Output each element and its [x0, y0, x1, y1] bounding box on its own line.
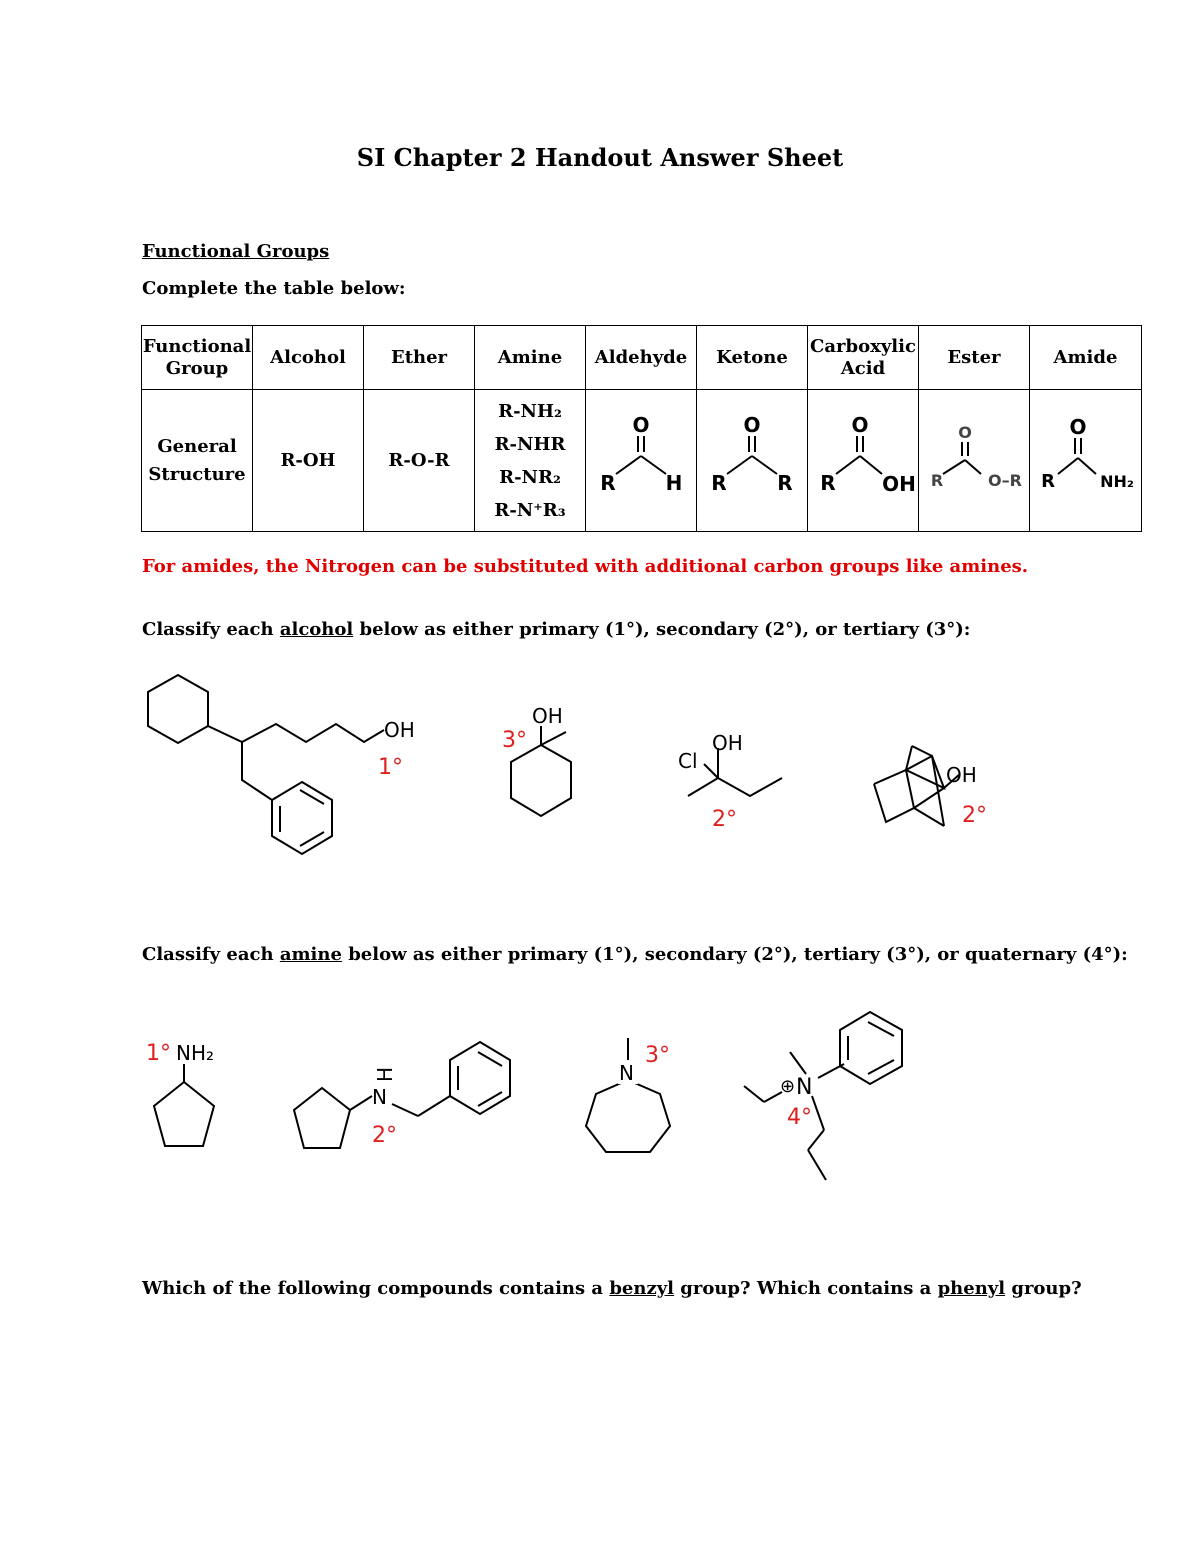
- amide-structure: [1030, 390, 1142, 532]
- header-ester: Ester: [919, 326, 1030, 390]
- page-title: SI Chapter 2 Handout Answer Sheet: [356, 143, 844, 172]
- amine-question: [142, 944, 1128, 965]
- benzyl-question: [142, 1278, 1082, 1299]
- amine-molecule-4: [744, 1012, 902, 1180]
- amine-2-answer: 2°: [372, 1123, 397, 1148]
- table-instruction: Complete the table below:: [142, 278, 406, 299]
- carboxylic-acid-structure: [808, 390, 919, 532]
- benzyl-question-mid: group? Which contains a: [674, 1278, 938, 1299]
- carboxylic-acid-diagram: [808, 390, 918, 526]
- header-functional-group: Functional Group: [142, 326, 253, 390]
- amine-1-nh2: NH₂: [176, 1041, 215, 1065]
- alcohol-1-oh: OH: [384, 718, 415, 742]
- amine-primary: R-NH₂: [498, 400, 562, 422]
- amine-3-n: N: [619, 1061, 634, 1085]
- functional-groups-table: [141, 325, 1142, 532]
- ketone-o: O: [743, 413, 761, 437]
- amine-quaternary: R-N⁺R₃: [494, 499, 566, 521]
- amine-2-h: H: [373, 1066, 397, 1082]
- alcohol-molecule-1: [148, 675, 415, 854]
- alcohol-4-answer: 2°: [962, 803, 987, 828]
- header-amine: Amine: [475, 326, 586, 390]
- amine-question-pre: Classify each: [142, 944, 280, 965]
- amine-3-answer: 3°: [645, 1043, 670, 1068]
- amide-note: For amides, the Nitrogen can be substituted with additional carbon groups like amines.: [142, 556, 1029, 577]
- header-carboxylic-acid: Carboxylic Acid: [808, 326, 919, 390]
- amine-structures: [475, 390, 586, 532]
- ester-diagram: [919, 390, 1029, 526]
- amide-diagram: [1030, 390, 1141, 526]
- amine-molecule-3: [586, 1038, 670, 1152]
- ester-structure: [919, 390, 1030, 532]
- aldehyde-structure: [586, 390, 697, 532]
- ester-r: R: [930, 471, 944, 490]
- amine-question-post: below as either primary (1°), secondary (2°), tertiary (3°), or quaternary (4°):: [341, 944, 1128, 965]
- aldehyde-r: R: [600, 471, 616, 495]
- amine-4-n: N: [796, 1075, 813, 1100]
- benzyl-question-post: group?: [1005, 1278, 1082, 1299]
- amine-question-keyword: amine: [279, 944, 342, 965]
- amine-structures: [0, 1000, 1200, 1200]
- alcohol-2-oh: OH: [532, 704, 563, 728]
- aldehyde-o: O: [632, 413, 650, 437]
- alcohol-4-oh: OH: [946, 763, 977, 787]
- aldehyde-h: H: [665, 471, 683, 495]
- alcohol-question-pre: Classify each: [142, 619, 280, 640]
- alcohol-3-answer: 2°: [712, 807, 737, 832]
- alcohol-structures: [0, 660, 1200, 900]
- alcohol-question-keyword: alcohol: [279, 619, 354, 640]
- alcohol-molecule-2: [502, 704, 571, 816]
- amine-molecule-1: [146, 1041, 214, 1146]
- row-label-general-structure: [142, 390, 253, 532]
- amine-2-n: N: [372, 1085, 387, 1109]
- ketone-structure: [697, 390, 808, 532]
- amide-o: O: [1069, 415, 1087, 439]
- benzyl-question-pre: Which of the following compounds contains a: [142, 1278, 610, 1299]
- header-aldehyde: Aldehyde: [586, 326, 697, 390]
- alcohol-molecule-4: [874, 746, 987, 828]
- ester-o: O: [958, 423, 972, 442]
- alcohol-3-cl: Cl: [678, 749, 698, 773]
- alcohol-2-answer: 3°: [502, 728, 527, 753]
- row-label-text: General Structure: [148, 435, 246, 485]
- acid-r: R: [820, 471, 836, 495]
- amine-molecule-2: [294, 1042, 510, 1148]
- acid-o: O: [851, 413, 869, 437]
- ketone-r2: R: [777, 471, 793, 495]
- amide-r: R: [1041, 471, 1055, 492]
- alcohol-question: [142, 619, 970, 640]
- ester-o-r: O–R: [988, 471, 1022, 490]
- aldehyde-diagram: [586, 390, 696, 526]
- alcohol-1-answer: 1°: [378, 755, 403, 780]
- amine-1-answer: 1°: [146, 1041, 171, 1066]
- alcohol-molecule-3: [678, 731, 782, 832]
- amine-tertiary: R-NR₂: [499, 466, 561, 488]
- header-alcohol: Alcohol: [253, 326, 364, 390]
- amine-4-plus: ⊕: [780, 1076, 796, 1097]
- alcohol-question-post: below as either primary (1°), secondary (2°), or tertiary (3°):: [353, 619, 971, 640]
- alcohol-3-oh: OH: [712, 731, 743, 755]
- header-ketone: Ketone: [697, 326, 808, 390]
- ketone-r1: R: [711, 471, 727, 495]
- amine-secondary: R-NHR: [494, 433, 566, 455]
- benzyl-keyword: benzyl: [609, 1278, 674, 1299]
- acid-oh: OH: [882, 472, 916, 496]
- alcohol-structure: R-OH: [253, 390, 364, 532]
- amine-4-answer: 4°: [787, 1105, 812, 1130]
- ether-structure: R-O-R: [364, 390, 475, 532]
- phenyl-keyword: phenyl: [937, 1278, 1006, 1299]
- section-heading: Functional Groups: [142, 241, 330, 262]
- header-ether: Ether: [364, 326, 475, 390]
- amide-nh2: NH₂: [1100, 472, 1134, 491]
- header-amide: Amide: [1030, 326, 1142, 390]
- ketone-diagram: [697, 390, 807, 526]
